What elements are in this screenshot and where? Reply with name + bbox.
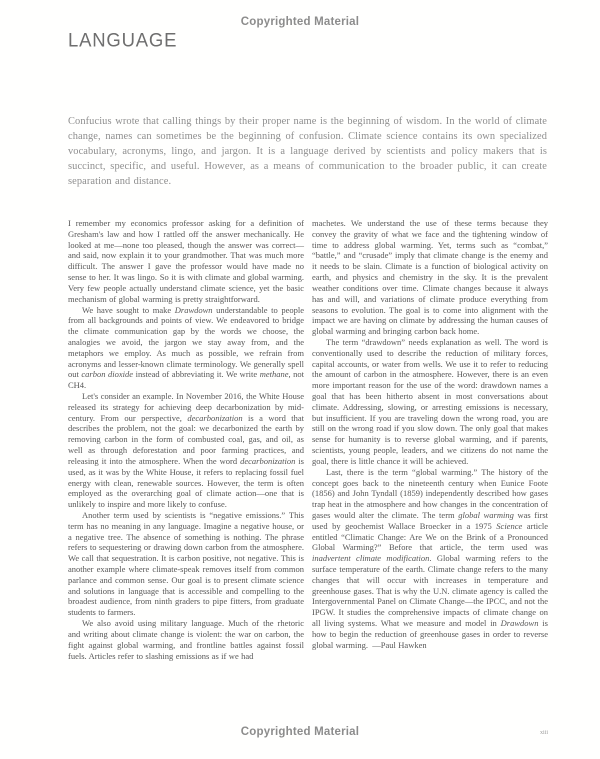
chapter-title: LANGUAGE — [68, 29, 178, 51]
text-run: I remember my economics professor asking for a definition of Gresham's law and how I rattled off the answer mechanically. He looked at me—none too pleased, though the answer was correct—and said, now explain it to your grandmother. That was much more difficult. The answer I gave the professor would have made no sense to her. It was lingo. So it is with climate and global warming. Very few people actually understand climate science, yet the basic mechanism of global warming is pretty straightforward. — [68, 218, 304, 304]
text-run: is how to begin the reduction of greenhouse gases in order to reverse global warming. —Paul Hawken — [312, 618, 548, 650]
italic-text-run: global warming — [458, 509, 514, 520]
text-run: is used, as it was by the White House, it refers to replacing fossil fuel energy with clean, renewable sources. However, the term is often employed as the overarching goal of climate action—one that is unlikely to inspire and more likely to confuse. — [68, 455, 304, 510]
text-run: Another term used by scientists is “negative emissions.” This term has no meaning in any language. Imagine a negative house, or a negative tree. The absence of something is nothing. The phrase refers to sequestering or drawing down carbon from the atmosphere. We call that sequestration. It is carbon positive, not negative. This is another example where climate-speak removes itself from common parlance and common sense. Our goal is to present climate science and solutions in language that is accessible and compelling to the broadest audience, from ninth graders to pipe fitters, from graduate students to farmers. — [68, 509, 304, 618]
text-run: instead of abbreviating it. We write — [133, 369, 260, 380]
text-run: We also avoid using military language. Much of the rhetoric and writing about climate change is violent: the war on carbon, the fight against global warming, and frontline battles against fossil fuels. Articles refer to slashing emissions as if we had — [68, 618, 304, 661]
paragraph — [312, 337, 548, 467]
text-run: article entitled “Climatic Change: Are We on the Brink of a Pronounced Global Warming?” Before that article, the term used was — [312, 520, 548, 553]
text-run: was first used by geochemist Wallace Broecker in a 1975 — [312, 509, 548, 531]
text-run: Let's consider an example. In November 2016, the White House released its strategy for achieving deep decarbonization by mid-century. From our perspective, — [68, 391, 304, 423]
intro-paragraph: Confucius wrote that calling things by their proper name is the beginning of wisdom. In the world of climate change, names can sometimes be the beginning of confusion. Climate science contains its own specialized vocabulary, acronyms, lingo, and jargon. It is a language derived by scientists and policy makers that is succinct, specific, and useful. However, as a means of communication to the broader public, it can create separation and distance. — [68, 116, 547, 187]
text-run: is a word that describes the problem, not the goal: we decarbonized the earth by removing carbon in the form of combusted coal, gas, and oil, as well as through deforestation and poor farming practices, and releasing it into the atmosphere. When the word — [68, 412, 305, 466]
paragraph — [312, 467, 548, 651]
italic-text-run: decarbonization — [240, 455, 296, 466]
italic-text-run: Science — [496, 520, 523, 531]
italic-text-run: inadvertent climate modification — [312, 553, 430, 564]
paragraph — [312, 218, 548, 337]
copyright-notice-top: Copyrighted Material — [240, 16, 360, 28]
italic-text-run: decarbonization — [187, 412, 243, 423]
paragraph — [68, 510, 304, 618]
text-run: , not CH4. — [68, 369, 305, 391]
text-run: We have sought to make — [82, 304, 175, 315]
text-run: Last, there is the term “global warming.” The history of the concept goes back to the nineteenth century when Eunice Foote (1856) and John Tyndall (1859) independently described how gases trap heat in the atmosphere and how changes in the concentration of gases would alter the climate. The term — [312, 466, 548, 520]
left-column — [68, 218, 304, 661]
copyright-notice-bottom: Copyrighted Material — [240, 726, 360, 738]
text-run: machetes. We understand the use of these terms because they convey the gravity of what we face and the tightening window of time to address global warming. Yet, terms such as “combat,” “battle,” and “crusade” imply that climate change is the enemy and it needs to be slain. Climate is a function of biological activity on earth, and physics and chemistry in the sky. It is the prevalent weather conditions over time. Climate changes because it always has and will, and variations of climate produce everything from seasons to evolution. The goal is to come into alignment with the impact we are having on climate by addressing the human causes of global warming and bringing carbon back home. — [312, 218, 548, 337]
text-run: . Global warming refers to the surface temperature of the earth. Climate change refers to the many changes that will occur with increases in temperature and greenhouse gases. That is why the U.N. climate agency is called the Intergovernmental Panel on Climate Change—the IPCC, and not the IPGW. It studies the comprehensive impacts of climate change on all living systems. What we measure and model in — [312, 553, 548, 629]
body-columns — [68, 218, 548, 661]
text-run: The term “drawdown” needs explanation as well. The word is conventionally used to describe the reduction of military forces, capital accounts, or water from wells. We use it to refer to reducing the amount of carbon in the atmosphere. However, there is an even more important reason for the use of the word: drawdown names a goal that has been hitherto absent in most conversations about climate. Addressing, slowing, or arresting emissions is necessary, but insufficient. If you are traveling down the wrong road, you are still on the wrong road if you slow down. The only goal that makes sense for humanity is to reverse global warming, and if parents, scientists, young people, leaders, and we citizens do not name the goal, there is little chance it will be achieved. — [312, 336, 548, 466]
paragraph — [68, 218, 304, 305]
italic-text-run: carbon dioxide — [81, 369, 134, 380]
page-number: xiii — [539, 730, 548, 736]
right-column — [312, 218, 548, 661]
paragraph — [68, 305, 304, 392]
italic-text-run: Drawdown — [174, 304, 213, 315]
paragraph — [68, 618, 304, 661]
paragraph — [68, 391, 304, 510]
italic-text-run: methane — [259, 369, 289, 380]
italic-text-run: Drawdown — [500, 618, 539, 629]
text-run: understandable to people from all backgrounds and points of view. We endeavored to bridge the climate communication gap by the words we choose, the analogies we avoid, the jargon we stay away from, and the metaphors we employ. As much as possible, we refrain from acronyms and lesser-known climate terminology. We generally spell out — [68, 304, 304, 380]
